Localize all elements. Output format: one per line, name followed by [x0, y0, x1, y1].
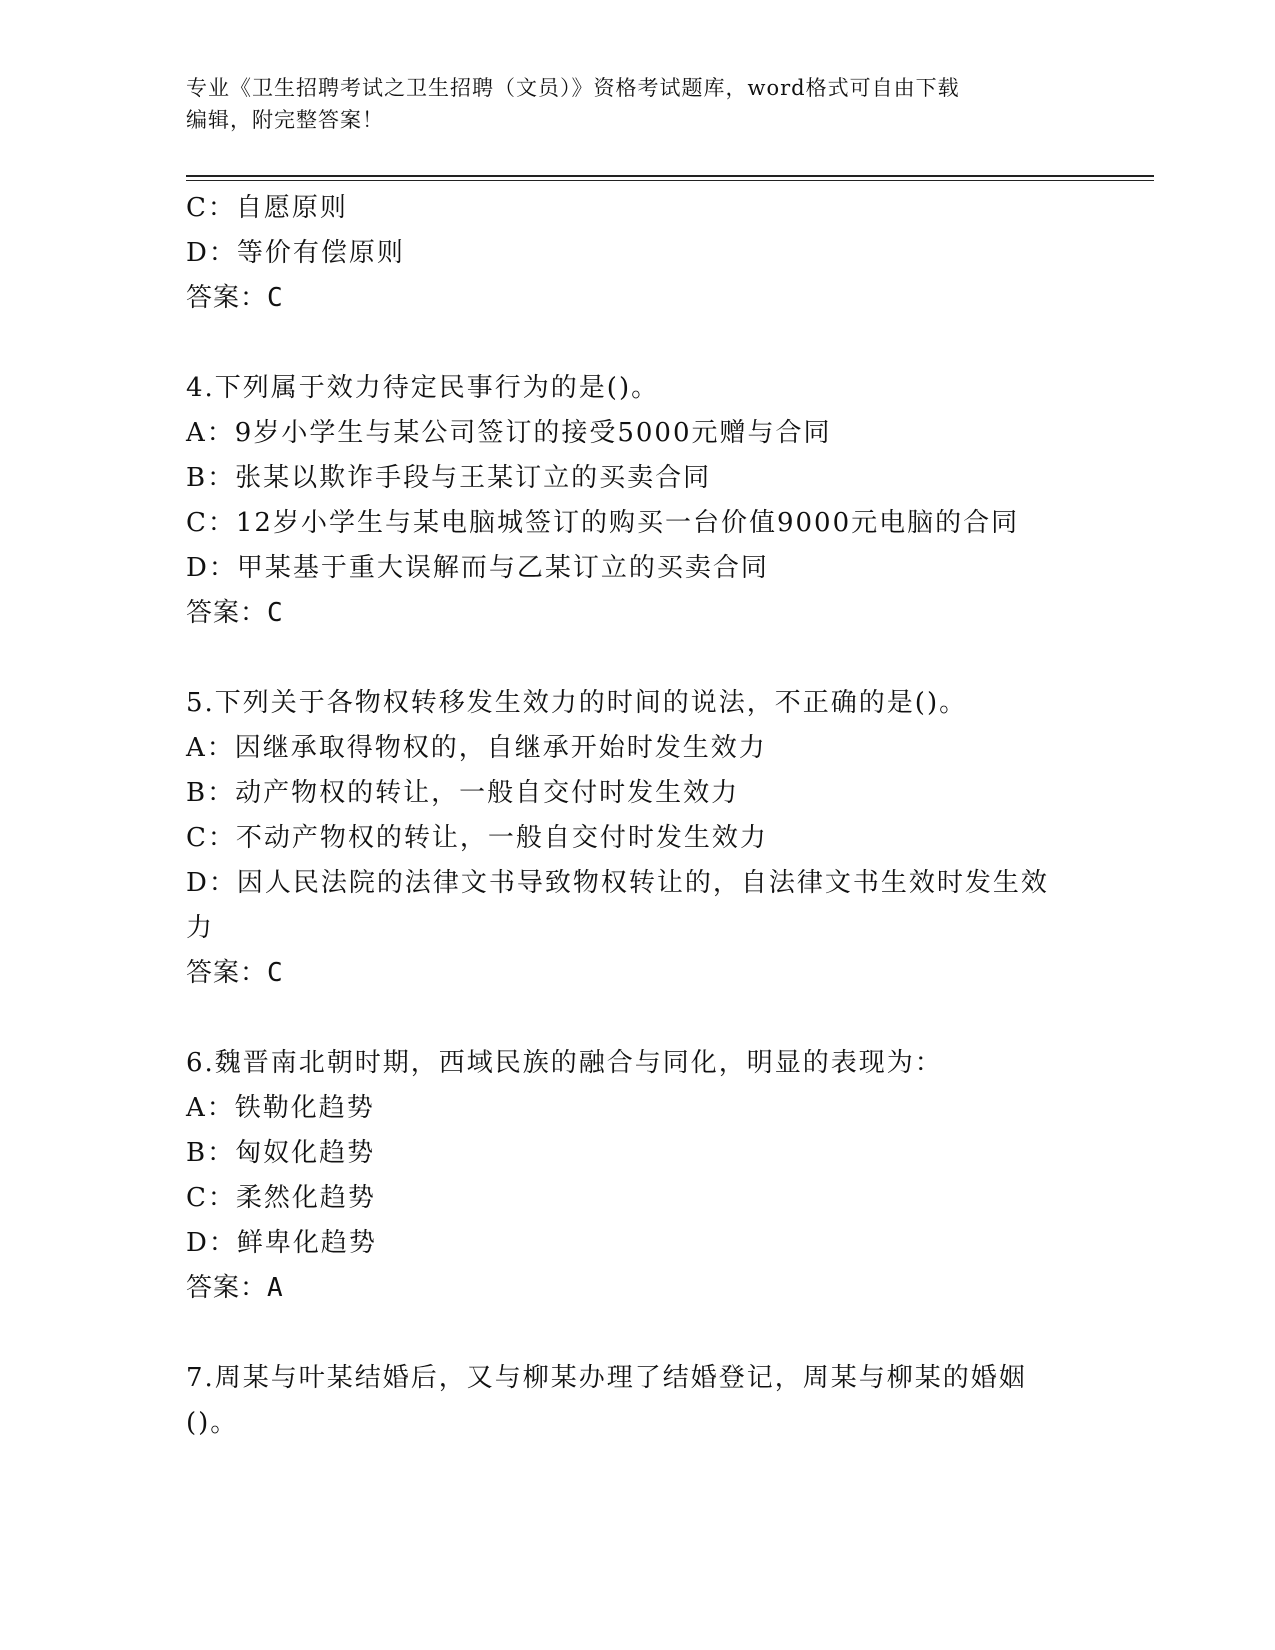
question-6: [186, 1041, 1086, 1311]
answer-line: [186, 276, 1086, 321]
question-4: [186, 366, 1086, 636]
spacer: [186, 636, 1086, 681]
option-c: C：12岁小学生与某电脑城签订的购买一台价值9000元电脑的合同: [186, 508, 1020, 538]
option-b: B：动产物权的转让，一般自交付时发生效力: [186, 778, 740, 808]
question-stem: 6.魏晋南北朝时期，西域民族的融合与同化，明显的表现为：: [186, 1048, 943, 1078]
option-c: C：不动产物权的转让，一般自交付时发生效力: [186, 823, 768, 853]
answer-line: [186, 951, 1086, 996]
question-stem: 4.下列属于效力待定民事行为的是()。: [186, 373, 660, 403]
option-c: C：自愿原则: [186, 193, 348, 223]
answer-line: [186, 1266, 1086, 1311]
option-d: D：鲜卑化趋势: [186, 1228, 377, 1258]
question-3-tail: [186, 186, 1086, 321]
question-7: [186, 1356, 1086, 1446]
question-5: [186, 681, 1086, 996]
option-a: A：铁勒化趋势: [186, 1093, 375, 1123]
question-stem: 5.下列关于各物权转移发生效力的时间的说法，不正确的是()。: [186, 688, 968, 718]
header-line-2: 编辑，附完整答案！: [186, 108, 384, 132]
option-a: A：因继承取得物权的，自继承开始时发生效力: [186, 733, 767, 763]
option-d: D：因人民法院的法律文书导致物权转让的，自法律文书生效时发生效力: [186, 868, 1049, 943]
spacer: [186, 321, 1086, 366]
spacer: [186, 996, 1086, 1041]
option-b: B：张某以欺诈手段与王某订立的买卖合同: [186, 463, 712, 493]
page-header: [186, 72, 1086, 136]
answer-value: C: [267, 958, 284, 988]
option-b: B：匈奴化趋势: [186, 1138, 376, 1168]
answer-line: [186, 591, 1086, 636]
answer-value: C: [267, 283, 284, 313]
header-line-1: 专业《卫生招聘考试之卫生招聘（文员）》资格考试题库，word格式可自由下载: [186, 76, 960, 100]
answer-label: 答案：: [186, 598, 268, 628]
option-d: D：甲某基于重大误解而与乙某订立的买卖合同: [186, 553, 769, 583]
answer-value: A: [267, 1273, 284, 1303]
answer-label: 答案：: [186, 283, 268, 313]
answer-value: C: [267, 598, 284, 628]
question-list: [186, 186, 1086, 1446]
header-divider: [186, 175, 1154, 181]
option-a: A：9岁小学生与某公司签订的接受5000元赠与合同: [186, 418, 832, 448]
option-d: D：等价有偿原则: [186, 238, 405, 268]
answer-label: 答案：: [186, 958, 268, 988]
question-stem: 7.周某与叶某结婚后，又与柳某办理了结婚登记，周某与柳某的婚姻()。: [186, 1363, 1027, 1438]
spacer: [186, 1311, 1086, 1356]
answer-label: 答案：: [186, 1273, 268, 1303]
option-c: C：柔然化趋势: [186, 1183, 376, 1213]
